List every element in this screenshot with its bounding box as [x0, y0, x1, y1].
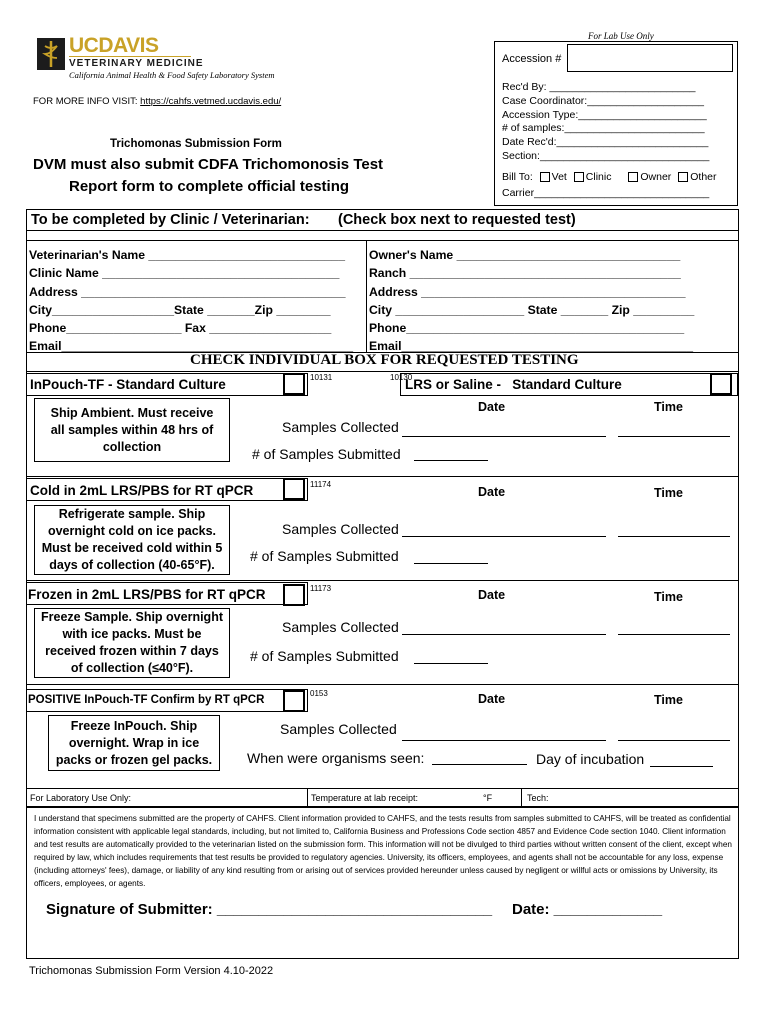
frozen-samples-collected-label: Samples Collected [282, 619, 399, 635]
owner-email-field[interactable]: Email___________________________________________ [369, 339, 693, 354]
more-info-link[interactable]: https://cahfs.vetmed.ucdavis.edu/ [140, 96, 282, 107]
logo-uc: UC [69, 34, 99, 57]
more-info [33, 96, 281, 107]
bill-to-label: Bill To: [502, 171, 533, 183]
temperature-label: Temperature at lab receipt: [311, 793, 419, 803]
accession-type-field[interactable]: Accession Type:______________________ [502, 108, 707, 121]
inpouch-num-submitted-label: # of Samples Submitted [252, 446, 401, 462]
frozen-label: Frozen in 2mL LRS/PBS for RT qPCR [28, 587, 266, 602]
frozen-num-submitted-label: # of Samples Submitted [250, 648, 399, 664]
lrs-checkbox[interactable] [710, 373, 732, 395]
bill-to-row [502, 171, 717, 183]
day-incubation-input[interactable] [650, 766, 713, 767]
inpouch-date-input[interactable] [402, 436, 606, 437]
cold-date-label: Date [478, 485, 506, 499]
inpouch-num-input[interactable] [414, 460, 488, 461]
vet-address-field[interactable]: Address _______________________________________ [29, 284, 346, 299]
recd-by-field[interactable]: Rec'd By: _________________________ [502, 81, 696, 93]
accession-input[interactable] [567, 44, 733, 72]
positive-note: Freeze InPouch. Ship overnight. Wrap in ice packs or frozen gel packs. [48, 715, 220, 771]
inpouch-label: InPouch-TF - Standard Culture [30, 377, 226, 392]
ucdavis-logo [37, 36, 277, 81]
positive-checkbox[interactable] [283, 690, 305, 712]
positive-label: POSITIVE InPouch-TF Confirm by RT qPCR [28, 694, 265, 706]
cold-time-input[interactable] [618, 536, 730, 537]
frozen-num-input[interactable] [414, 663, 488, 664]
bill-other-label: Other [690, 171, 717, 183]
inpouch-note: Ship Ambient. Must receive all samples within 48 hrs of collection [34, 398, 230, 462]
inpouch-checkbox[interactable] [283, 373, 305, 395]
form-title: Trichomonas Submission Form [110, 138, 282, 150]
cold-num-input[interactable] [414, 563, 488, 564]
clinic-header-left: To be completed by Clinic / Veterinarian: [31, 212, 310, 228]
carrier-field[interactable]: Carrier______________________________ [502, 187, 710, 199]
positive-time-label: Time [654, 693, 683, 707]
cold-code: 11174 [310, 480, 332, 489]
case-coordinator-field[interactable]: Case Coordinator:____________________ [502, 94, 705, 107]
inpouch-date-label: Date [478, 400, 506, 414]
ranch-field[interactable]: Ranch ________________________________________ [369, 266, 681, 281]
caduceus-shield-icon [37, 38, 65, 70]
inpouch-code: 10131 [310, 373, 333, 382]
lrs-code: 10130 [390, 373, 413, 382]
lrs-label: LRS or Saline - Standard Culture [405, 377, 622, 392]
bill-owner-label: Owner [640, 171, 672, 183]
inpouch-samples-collected-label: Samples Collected [282, 419, 399, 435]
lab-box-fields [502, 81, 709, 164]
vet-phone-fax-field[interactable]: Phone_________________ Fax __________________ [29, 321, 332, 336]
organisms-seen-label: When were organisms seen: [247, 750, 425, 766]
lab-use-only-label: For Lab Use Only [588, 31, 654, 41]
num-samples-field[interactable]: # of samples:________________________ [502, 122, 705, 135]
dvm-note-line2: Report form to complete official testing [69, 178, 350, 195]
section-field[interactable]: Section:_____________________________ [502, 149, 710, 162]
frozen-date-label: Date [478, 588, 506, 602]
bill-other-checkbox[interactable] [678, 172, 688, 182]
clinic-name-field[interactable]: Clinic Name ___________________________________ [29, 266, 340, 281]
more-info-label: FOR MORE INFO VISIT: [33, 96, 138, 107]
positive-date-label: Date [478, 692, 506, 706]
positive-samples-collected-label: Samples Collected [280, 721, 397, 737]
frozen-time-label: Time [654, 590, 683, 604]
footer-version: Trichomonas Submission Form Version 4.10-2022 [29, 965, 274, 977]
bill-clinic-label: Clinic [585, 171, 612, 183]
signature-label[interactable]: Signature of Submitter: _________________________________ [46, 901, 493, 918]
deg-f-label: °F [483, 793, 493, 803]
positive-time-input[interactable] [618, 740, 730, 741]
cold-label: Cold in 2mL LRS/PBS for RT qPCR [30, 483, 254, 498]
bill-vet-checkbox[interactable] [540, 172, 550, 182]
owner-fields [369, 246, 729, 356]
cold-num-submitted-label: # of Samples Submitted [250, 548, 399, 564]
frozen-time-input[interactable] [618, 634, 730, 635]
accession-label: Accession # [502, 53, 562, 65]
cold-checkbox[interactable] [283, 478, 305, 500]
vet-name-field[interactable]: Veterinarian's Name _____________________________ [29, 248, 345, 262]
vet-fields [29, 246, 363, 356]
day-incubation-label: Day of incubation [536, 751, 645, 767]
cold-note: Refrigerate sample. Ship overnight cold on ice packs. Must be received cold within 5 days of collection (40-65°F). [34, 505, 230, 575]
cold-time-label: Time [654, 486, 683, 500]
logo-subtitle: VETERINARY MEDICINE [69, 58, 204, 69]
owner-name-field[interactable]: Owner's Name _________________________________ [369, 248, 681, 262]
date-recd-field[interactable]: Date Rec'd:__________________________ [502, 136, 709, 149]
check-header: CHECK INDIVIDUAL BOX FOR REQUESTED TESTING [190, 352, 579, 368]
dvm-note-line1: DVM must also submit CDFA Trichomonosis Test [33, 156, 384, 173]
owner-phone-field[interactable]: Phone_________________________________________ [369, 321, 685, 336]
frozen-note: Freeze Sample. Ship overnight with ice packs. Must be received frozen within 7 days of collection (≤40°F). [34, 608, 230, 678]
bill-clinic-checkbox[interactable] [574, 172, 584, 182]
frozen-checkbox[interactable] [283, 584, 305, 606]
tech-label: Tech: [527, 793, 549, 803]
signature-date[interactable]: Date: _____________ [512, 901, 663, 918]
bill-owner-checkbox[interactable] [628, 172, 638, 182]
logo-tagline: California Animal Health & Food Safety Laboratory System [69, 70, 275, 80]
frozen-date-input[interactable] [402, 634, 606, 635]
cold-samples-collected-label: Samples Collected [282, 521, 399, 537]
cold-date-input[interactable] [402, 536, 606, 537]
vet-email-field[interactable]: Email___________________________________________ [29, 339, 353, 354]
logo-davis: DAVIS [98, 34, 159, 57]
vet-city-state-zip-field[interactable]: City__________________State _______Zip ________ [29, 302, 331, 317]
bill-vet-label: Vet [551, 171, 567, 183]
positive-date-input[interactable] [402, 740, 606, 741]
clinic-header-right: (Check box next to requested test) [338, 212, 576, 228]
inpouch-time-input[interactable] [618, 436, 730, 437]
inpouch-time-label: Time [654, 400, 683, 414]
disclaimer-text: I understand that specimens submitted are the property of CAHFS. Client information provided to CAHFS, and the tests results from samples submitted to CAHFS, will be treated as confidential information consistent with applicable legal standards, including, but not limited to, California Business and Professions Code section 4857 and Evidence Code section 1040. Client information and test results are automatically provided to the veterinarian listed on the submission form. This information will not be divulged to third parties without written consent of the client, except when required by law, which includes requirements that test results be provided to regulatory agencies. University, its officers, employees, and agents shall not be accountable for any loss, expense (including attorneys' fees), damage, or liability of any kind resulting from or arising out of services provided hereunder unless caused by negligent or willful acts or omissions by University, its officers, employees, or agents. [34, 814, 732, 888]
lab-only-label: For Laboratory Use Only: [30, 793, 132, 803]
positive-code: 0153 [310, 689, 328, 698]
owner-address-field[interactable]: Address _______________________________________ [369, 284, 686, 299]
owner-city-state-zip-field[interactable]: City ___________________ State _______ Zip _________ [369, 302, 695, 317]
frozen-code: 11173 [310, 584, 332, 593]
organisms-seen-input[interactable] [432, 764, 527, 765]
